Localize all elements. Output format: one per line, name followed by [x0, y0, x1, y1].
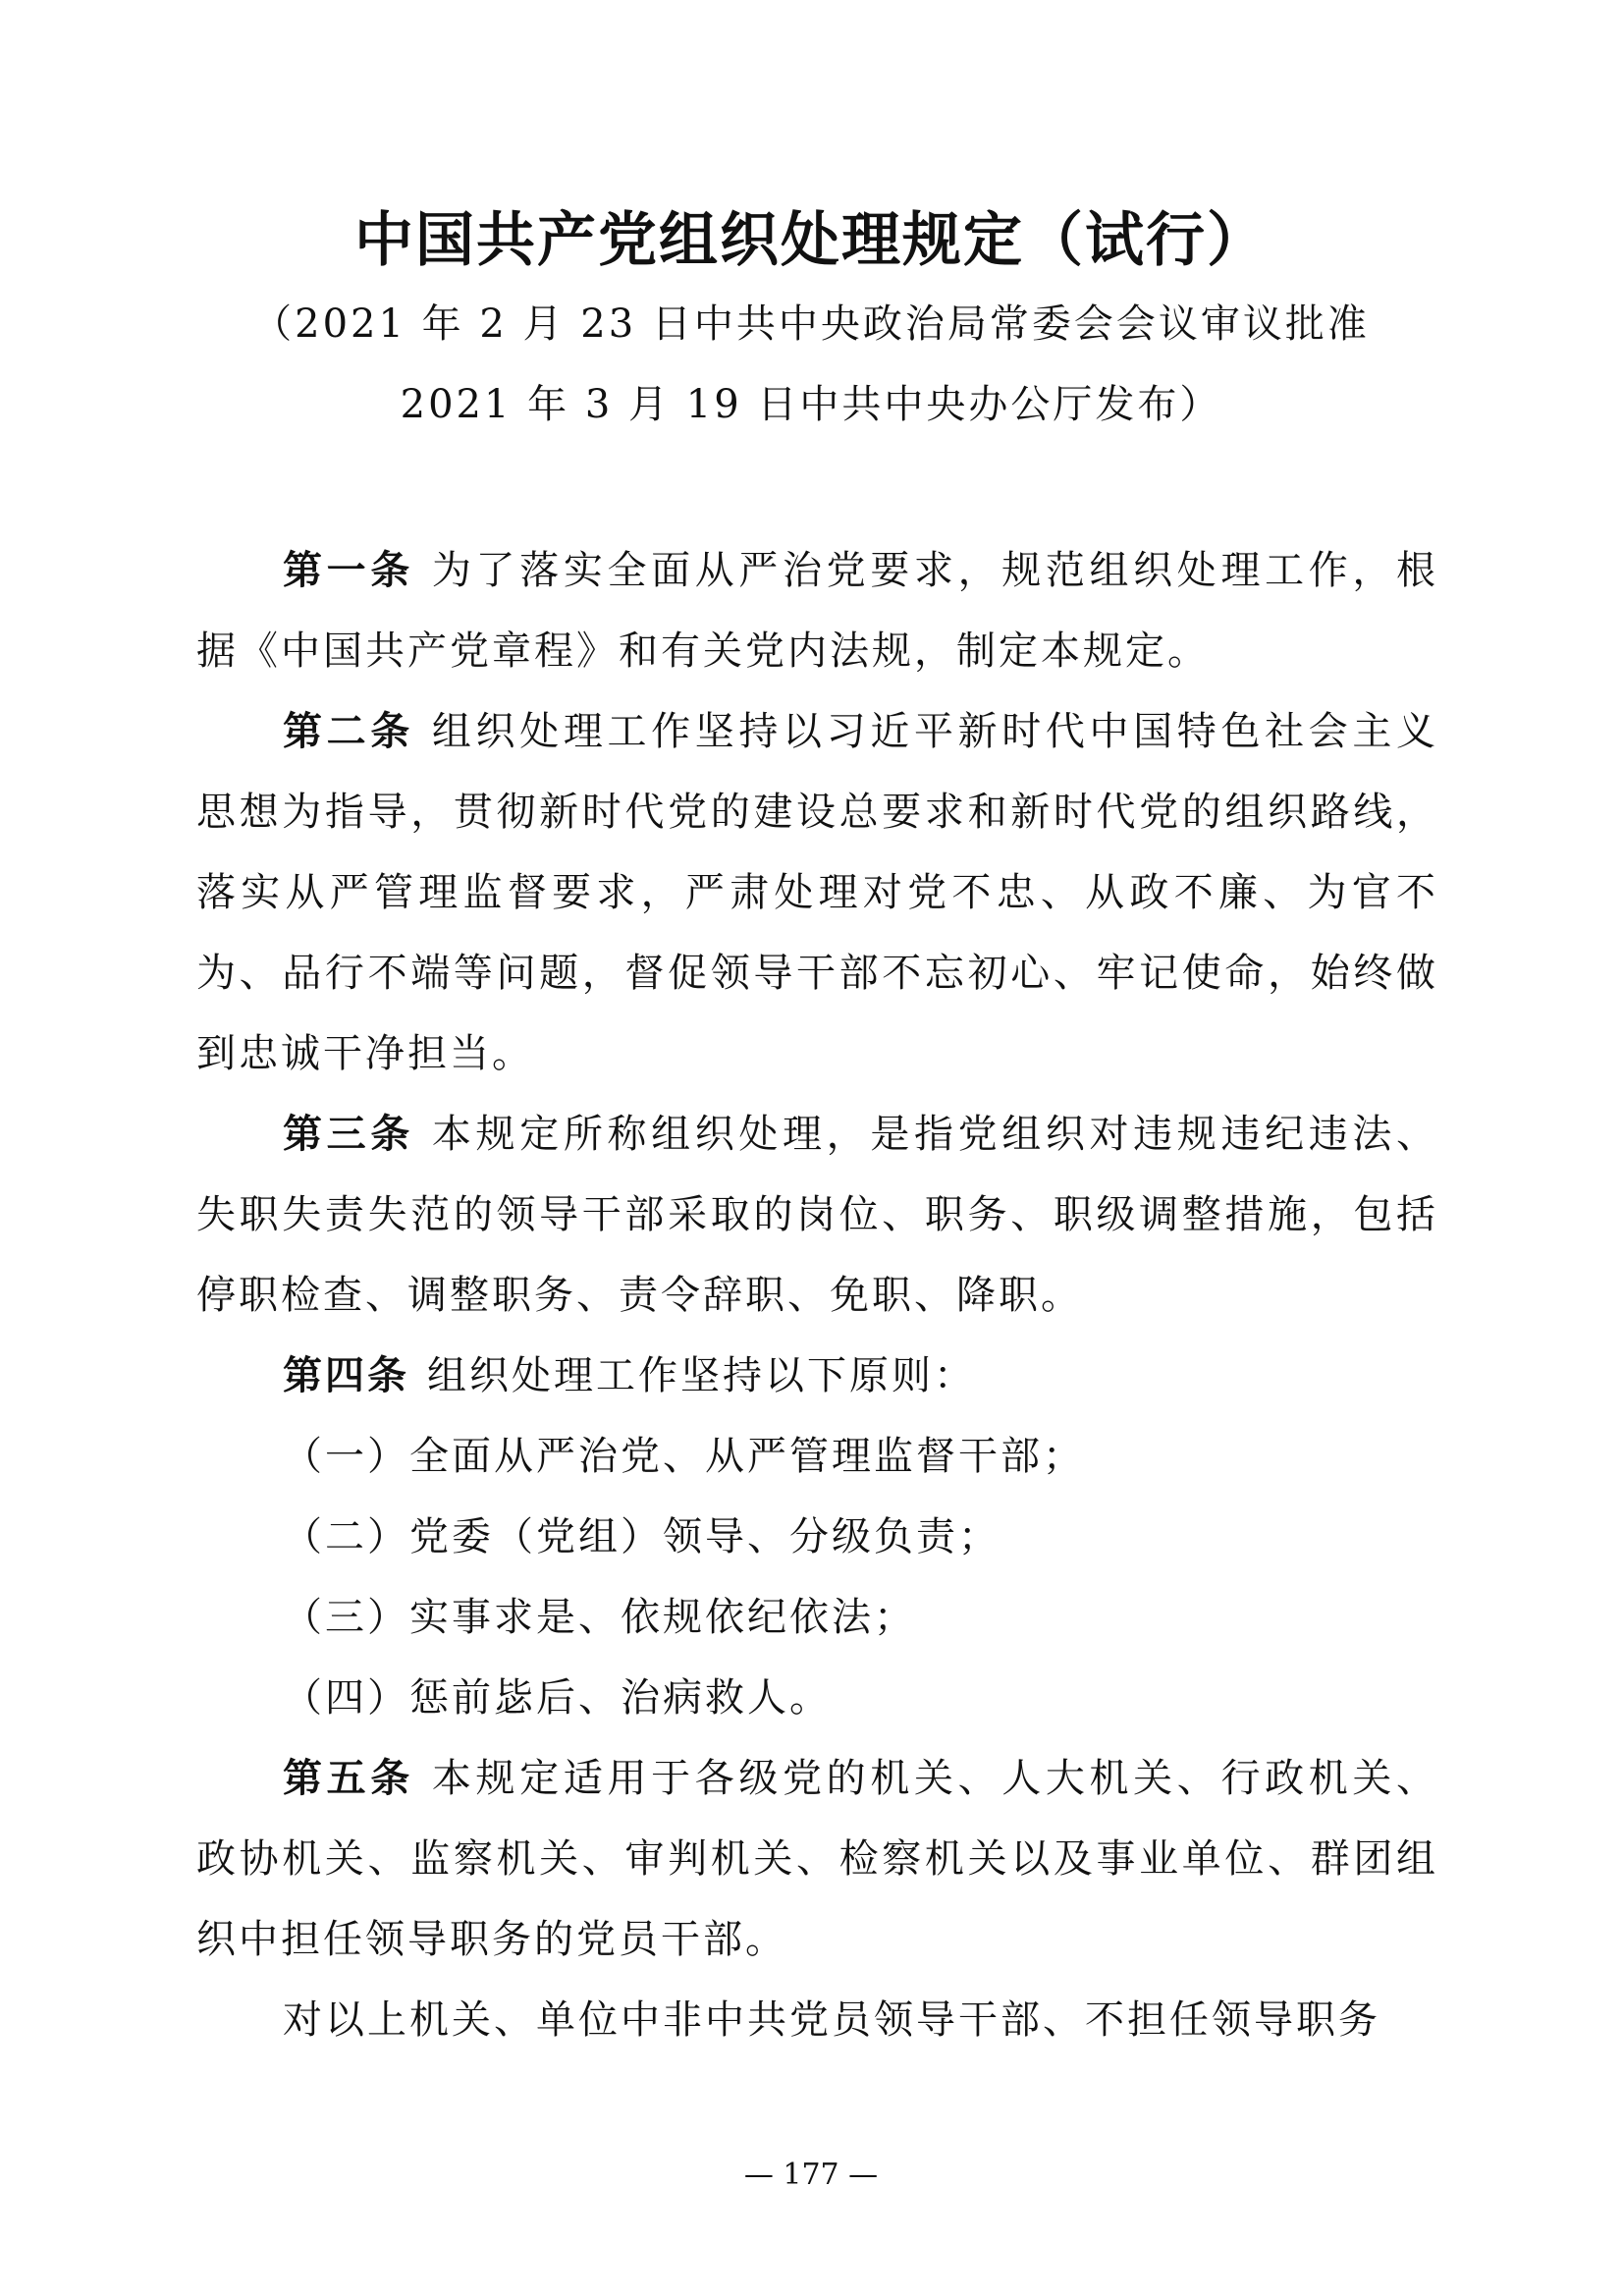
document-body [196, 530, 1438, 2060]
principle-item-4: （四）惩前毖后、治病救人。 [283, 1675, 832, 1721]
article-text: 为了落实全面从严治党要求，规范组织处理工作，根据《中国共产党章程》和有关党内法规，制定本规定。 [196, 548, 1439, 674]
subtitle-approval-line: （2021 年 2 月 23 日中共中央政治局常委会会议审议批准 [252, 301, 1370, 347]
article-label: 第一条 [283, 548, 414, 593]
subtitle-release-line: 2021 年 3 月 19 日中共中央办公厅发布） [400, 382, 1222, 427]
article-5 [196, 1738, 1438, 1980]
principle-item-1: （一）全面从严治党、从严管理监督干部； [283, 1434, 1085, 1479]
continuation-paragraph: 对以上机关、单位中非中共党员领导干部、不担任领导职务 [283, 1997, 1380, 2043]
principle-item-3: （三）实事求是、依规依纪依法； [283, 1595, 916, 1640]
article-1 [196, 530, 1438, 691]
article-label: 第二条 [283, 709, 414, 754]
article-3 [196, 1094, 1438, 1336]
principle-item-2: （二）党委（党组）领导、分级负责； [283, 1514, 1000, 1559]
page-number: — 177 — [743, 2158, 879, 2192]
article-label: 第五条 [283, 1756, 414, 1801]
article-label: 第四条 [283, 1353, 409, 1398]
article-text: 组织处理工作坚持以下原则： [427, 1353, 976, 1398]
article-text: 本规定所称组织处理，是指党组织对违规违纪违法、失职失责失范的领导干部采取的岗位、职务、职级调整措施，包括停职检查、调整职务、责令辞职、免职、降职。 [196, 1112, 1439, 1318]
article-text: 组织处理工作坚持以习近平新时代中国特色社会主义思想为指导，贯彻新时代党的建设总要求和新时代党的组织路线，落实从严管理监督要求，严肃处理对党不忠、从政不廉、为官不为、品行不端等问题，督促领导干部不忘初心、牢记使命，始终做到忠诚干净担当。 [196, 709, 1439, 1076]
article-4 [196, 1336, 1438, 1416]
document-title: 中国共产党组织处理规定（试行） [354, 206, 1268, 275]
article-text: 本规定适用于各级党的机关、人大机关、行政机关、政协机关、监察机关、审判机关、检察机关以及事业单位、群团组织中担任领导职务的党员干部。 [196, 1756, 1439, 1962]
article-2 [196, 691, 1438, 1094]
article-label: 第三条 [283, 1112, 414, 1157]
